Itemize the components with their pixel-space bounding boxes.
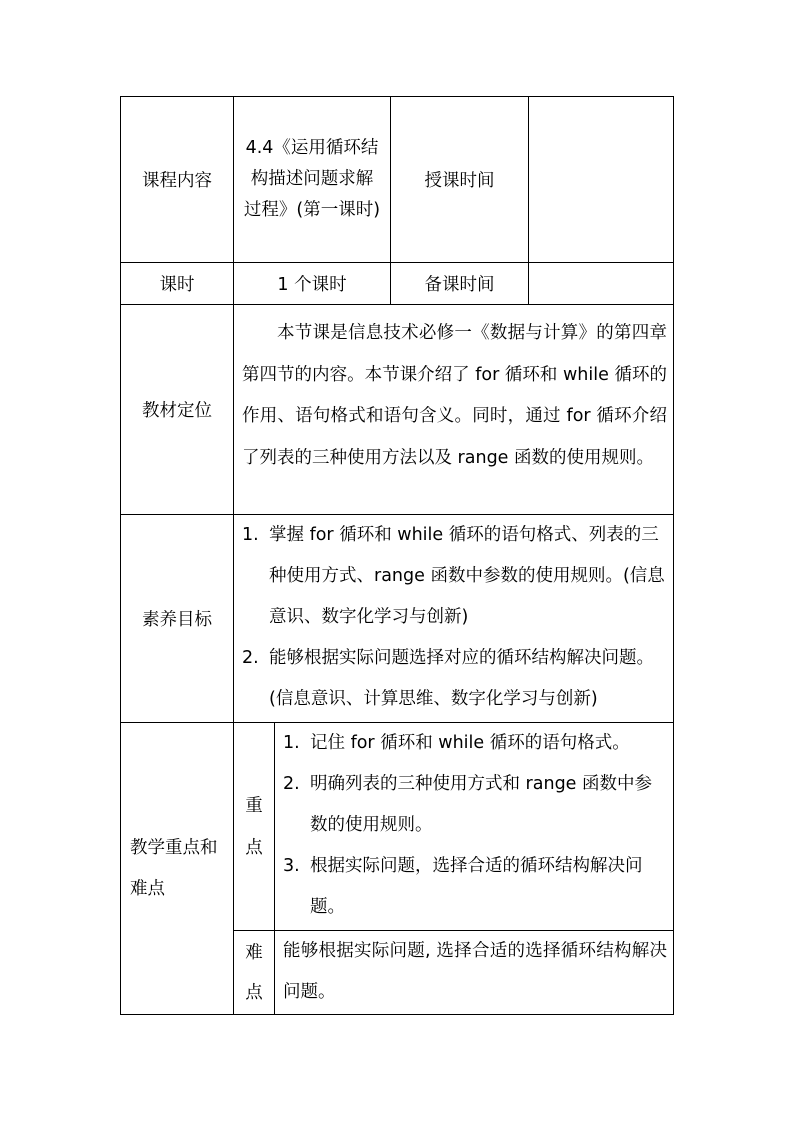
course-content-label: 课程内容 xyxy=(142,171,212,191)
key-diff-label: 教学重点和难点 xyxy=(130,837,218,899)
prep-time-label: 备课时间 xyxy=(424,275,495,295)
textbook-text: 本节课是信息技术必修一《数据与计算》的第四章第四节的内容。本节课介绍了 for 循环和 while 循环的作用、语句格式和语句含义。同时，通过 for 循环介绍了列表的三种使用方法以及 range 函数的使用规则。 xyxy=(242,323,667,468)
list-item xyxy=(283,846,667,928)
lecture-time-value xyxy=(529,97,673,262)
list-item-number: 3. xyxy=(283,856,300,876)
table-border-bottom xyxy=(120,1014,674,1015)
difficulty-text: 能够根据实际问题, 选择合适的选择循环结构解决问题。 xyxy=(283,941,667,1002)
list-item xyxy=(283,764,667,846)
course-content-value: 4.4《运用循环结构描述问题求解过程》(第一课时) xyxy=(243,138,381,220)
literacy-label: 素养目标 xyxy=(142,610,212,630)
key-points-list xyxy=(283,723,667,928)
list-item-number: 2. xyxy=(283,774,300,794)
list-item xyxy=(242,515,667,638)
prep-time-value xyxy=(529,263,673,304)
list-item-text: 掌握 for 循环和 while 循环的语句格式、列表的三种使用方式、range 函数中参数的使用规则。(信息意识、数字化学习与创新) xyxy=(269,525,665,627)
list-item-text: 记住 for 循环和 while 循环的语句格式。 xyxy=(310,733,630,753)
list-item-text: 明确列表的三种使用方式和 range 函数中参数的使用规则。 xyxy=(310,774,653,835)
textbook-label: 教材定位 xyxy=(142,401,212,421)
list-item-text: 能够根据实际问题选择对应的循环结构解决问题。(信息意识、计算思维、数字化学习与创新) xyxy=(269,648,654,709)
table-border-right xyxy=(673,96,674,1015)
list-item xyxy=(242,638,667,720)
list-item xyxy=(283,723,667,764)
class-hours-value: 1 个课时 xyxy=(277,275,347,295)
difficulty-label: 难点 xyxy=(245,942,263,1003)
class-hours-label: 课时 xyxy=(159,275,195,295)
list-item-number: 1. xyxy=(283,733,300,753)
list-item-number: 2. xyxy=(242,648,259,668)
lecture-time-label: 授课时间 xyxy=(424,171,495,191)
key-points-label: 重点 xyxy=(245,795,263,858)
list-item-number: 1. xyxy=(242,525,259,545)
literacy-list xyxy=(242,515,667,720)
list-item-text: 根据实际问题，选择合适的循环结构解决问题。 xyxy=(310,856,643,917)
